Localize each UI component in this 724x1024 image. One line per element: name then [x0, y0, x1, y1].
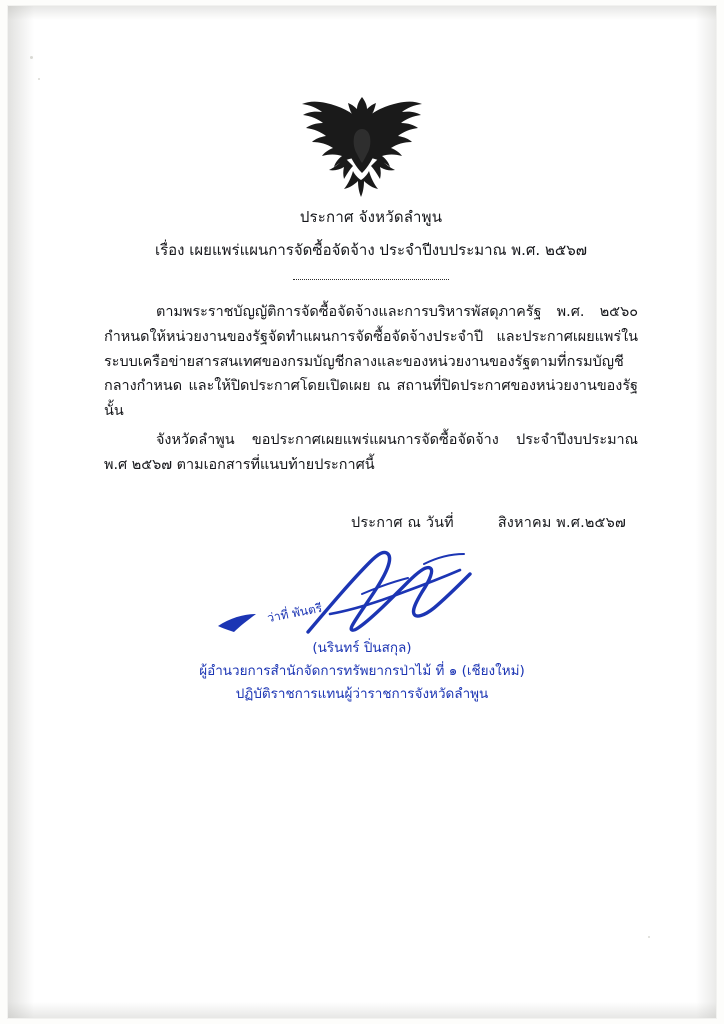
scan-speck — [38, 78, 40, 80]
announcement-subject: เรื่อง เผยแพร่แผนการจัดซื้อจัดจ้าง ประจำปีงบประมาณ พ.ศ. ๒๕๖๗ — [154, 240, 588, 259]
rank-stamp: ว่าที่ พันตรี — [266, 600, 324, 626]
scan-speck — [30, 56, 33, 59]
paragraph-1-text: ตามพระราชบัญญัติการจัดซื้อจัดจ้างและการบริหารพัสดุภาครัฐ พ.ศ. ๒๕๖๐ กำหนดให้หน่วยงานของรัฐจัดทำแผนการจัดซื้อจัดจ้างประจำปี และประกาศเผยแพร่ในระบบเครือข่ายสารสนเทศของกรมบัญชีกลางและของหน่วยงานของรัฐตามที่กรมบัญชีกลางกำหนด และให้ปิดประกาศโดยเปิดเผย ณ สถานที่ปิดประกาศของหน่วยงานของรัฐ นั้น — [104, 304, 638, 420]
scan-shadow-top — [8, 6, 716, 20]
scan-shadow-left — [8, 6, 34, 1018]
handwritten-signature — [212, 536, 512, 644]
paper-sheet — [8, 6, 716, 1018]
garuda-emblem — [297, 92, 427, 200]
date-prefix: ประกาศ ณ วันที่ — [351, 515, 454, 532]
document-body — [104, 206, 638, 549]
announcement-title: ประกาศ จังหวัดลำพูน — [299, 208, 443, 226]
scan-shadow-right — [696, 6, 716, 1018]
scan-shadow-bottom — [8, 1002, 716, 1018]
signer-position-line-2: ปฏิบัติราชการแทนผู้ว่าราชการจังหวัดลำพูน — [235, 685, 489, 702]
signer-position-line-1: ผู้อำนวยการสำนักจัดการทรัพยากรป่าไม้ ที่ ๑ (เชียงใหม่) — [199, 663, 525, 680]
scan-speck — [648, 936, 650, 938]
paragraph-2-text: จังหวัดลำพูน ขอประกาศเผยแพร่แผนการจัดซื้อจัดจ้าง ประจำปีงบประมาณ พ.ศ ๒๕๖๗ ตามเอกสารที่แนบท้ายประกาศนี้ — [104, 431, 638, 473]
date-line — [104, 511, 638, 534]
date-month-year: สิงหาคม พ.ศ.๒๕๖๗ — [497, 515, 626, 532]
paragraph-2 — [104, 428, 638, 478]
paragraph-1 — [104, 300, 638, 424]
signature-block — [8, 536, 716, 704]
signer-name: (นรินทร์ ปิ่นสกุล) — [312, 640, 412, 656]
divider — [293, 279, 449, 280]
